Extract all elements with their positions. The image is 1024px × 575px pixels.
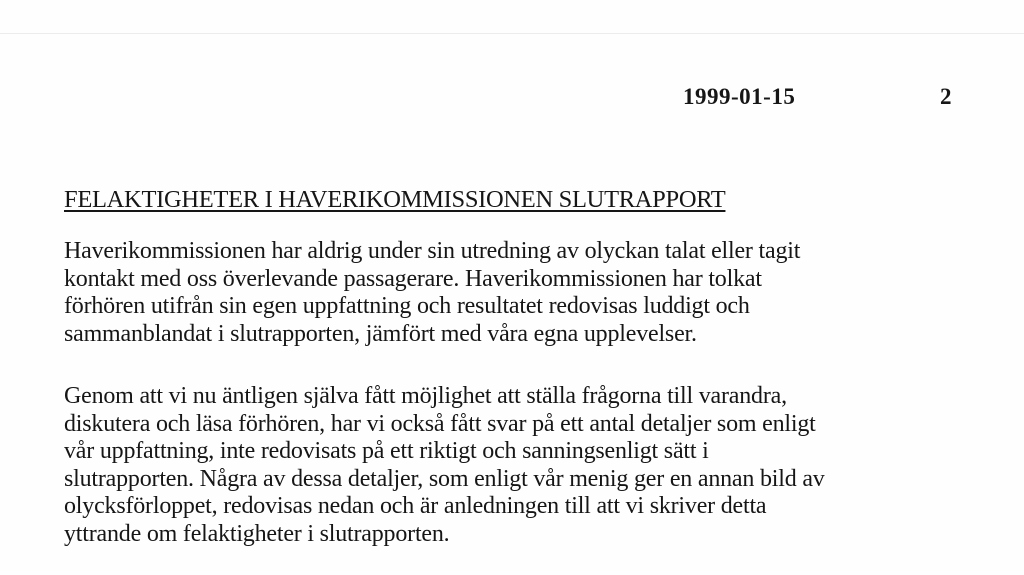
page-number: 2: [940, 84, 952, 109]
paragraph-line: olycksförloppet, redovisas nedan och är anledningen till att vi skriver detta: [64, 493, 767, 519]
paragraph-line: yttrande om felaktigheter i slutrapporten.: [64, 520, 450, 547]
paragraph-line: slutrapporten. Några av dessa detaljer, som enligt vår menig ger en annan bild av: [64, 465, 825, 492]
header-date: 1999-01-15: [683, 84, 796, 109]
paragraph-line: förhören utifrån sin egen uppfattning och resultatet redovisas luddigt och: [64, 293, 750, 319]
paragraph-line: kontakt med oss överlevande passagerare. Haverikommissionen har tolkat: [64, 265, 762, 292]
document-title: FELAKTIGHETER I HAVERIKOMMISSIONEN SLUTRAPPORT: [64, 186, 726, 213]
paragraph-line: Haverikommissionen har aldrig under sin utredning av olyckan talat eller tagit: [64, 238, 801, 264]
scan-edge-line: [0, 33, 1024, 34]
paragraph-1: [64, 238, 800, 348]
paragraph-line: Genom att vi nu äntligen själva fått möjlighet att ställa frågorna till varandra,: [64, 383, 787, 409]
paragraph-2: [64, 383, 825, 548]
paragraph-line: diskutera och läsa förhören, har vi också fått svar på ett antal detaljer som enligt: [64, 410, 816, 437]
paragraph-line: vår uppfattning, inte redovisats på ett riktigt och sanningsenligt sätt i: [64, 438, 709, 464]
paragraph-line: sammanblandat i slutrapporten, jämfört med våra egna upplevelser.: [64, 320, 697, 347]
